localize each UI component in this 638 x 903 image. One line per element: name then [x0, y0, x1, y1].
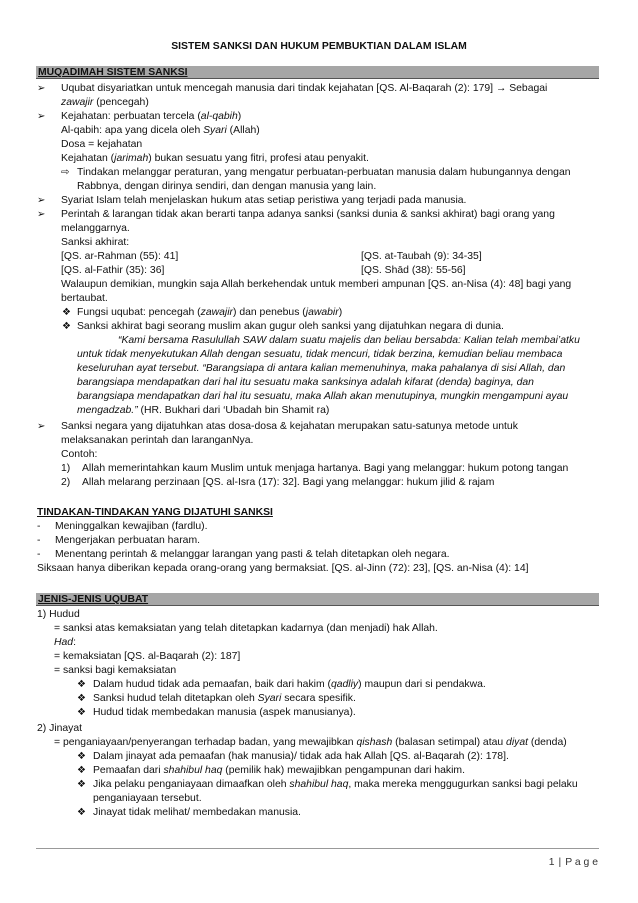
numbered-heading-jinayat: 2) Jinayat [37, 723, 83, 734]
example-number: 1) [61, 463, 71, 474]
sub-bullet-text: Jinayat tidak melihat/ membedakan manusia. [93, 807, 301, 818]
bullet-text-cont: zawajir (pencegah) [61, 97, 149, 108]
sub-bullet-text: Tindakan melanggar peraturan, yang mengatur perbuatan-perbuatan manusia dalam hubungannya dengan [77, 167, 571, 178]
arrow-bullet-icon: ➢ [37, 111, 46, 122]
right-arrow-icon: → [495, 83, 507, 94]
hadith-quote-line: barangsiapa mendapatkan dari hal itu sesuatu maka sanksinya adalah kifarat (denda) baginya, dan [77, 377, 534, 388]
footer-divider [36, 848, 599, 849]
bullet-text: Perintah & larangan tidak akan berarti tanpa adanya sanksi (sanksi dunia & sanksi akhirat) bagi orang yang [61, 209, 555, 220]
definition-line: = sanksi atas kemaksiatan yang telah ditetapkan kadarnya (dan menjadi) hak Allah. [54, 623, 438, 634]
sub-bullet-text: Fungsi uqubat: pencegah (zawajir) dan penebus (jawabir) [77, 307, 343, 318]
definition-line: Kejahatan (jarimah) bukan sesuatu yang fitri, profesi atau penyakit. [61, 153, 369, 164]
quran-reference: [QS. Shād (38): 55-56] [361, 265, 466, 276]
definition-line: Al-qabih: apa yang dicela oleh Syari (Allah) [61, 125, 260, 136]
section-heading-tindakan: TINDAKAN-TINDAKAN YANG DIJATUHI SANKSI [37, 507, 273, 518]
numbered-heading-hudud: 1) Hudud [37, 609, 80, 620]
sanksi-akhirat-label: Sanksi akhirat: [61, 237, 130, 248]
diamond-bullet-icon: ❖ [62, 307, 71, 318]
dash-bullet: - [37, 521, 41, 532]
sub-bullet-text: Sanksi hudud telah ditetapkan oleh Syari secara spesifik. [93, 693, 356, 704]
diamond-bullet-icon: ❖ [62, 321, 71, 332]
diamond-bullet-icon: ❖ [77, 751, 86, 762]
hadith-quote-line: “Kami bersama Rasulullah SAW dalam suatu majelis dan beliau bersabda: Kalian telah membai’atku [118, 335, 580, 346]
definition-line: = sanksi bagi kemaksiatan [54, 665, 177, 676]
definition-line: = penganiayaan/penyerangan terhadap badan, yang mewajibkan qishash (balasan setimpal) atau diyat (denda) [54, 737, 567, 748]
sub-bullet-text: Jika pelaku penganiayaan dimaafkan oleh shahibul haq, maka mereka menggugurkan sanksi bagi pelaku [93, 779, 578, 790]
bullet-text: Uqubat disyariatkan untuk mencegah manusia dari tindak kejahatan [QS. Al-Baqarah (2): 179] → Sebagai [61, 83, 548, 94]
dash-bullet: - [37, 535, 41, 546]
page-label: P a g e [565, 857, 598, 868]
list-item: Mengerjakan perbuatan haram. [55, 535, 200, 546]
sub-bullet-text-cont: Rabbnya, dengan dirinya sendiri, dan dengan manusia yang lain. [77, 181, 377, 192]
example-number: 2) [61, 477, 71, 488]
diamond-bullet-icon: ❖ [77, 679, 86, 690]
hadith-quote-line: keseluruhan ayat tersebut. “Barangsiapa di antara kalian memenuhinya, maka pahalanya di sisi Allah, dan [77, 363, 566, 374]
bullet-text: Syariat Islam telah menjelaskan hukum atas setiap peristiwa yang terjadi pada manusia. [61, 195, 467, 206]
bullet-text-cont: melaksanakan perintah dan laranganNya. [61, 435, 254, 446]
list-item: Menentang perintah & melanggar larangan yang pasti & telah ditetapkan oleh negara. [55, 549, 450, 560]
definition-line: = kemaksiatan [QS. al-Baqarah (2): 187] [54, 651, 241, 662]
page-footer [549, 856, 598, 869]
hadith-quote-line: mengadzab.” (HR. Bukhari dari ‘Ubadah bin Shamit ra) [77, 405, 330, 416]
page-number: 1 [548, 857, 555, 868]
bullet-text-cont: melanggarnya. [61, 223, 130, 234]
sub-bullet-text: Pemaafan dari shahibul haq (pemilik hak) mewajibkan pengampunan dari hakim. [93, 765, 465, 776]
bullet-text: Sanksi negara yang dijatuhkan atas dosa-dosa & kejahatan merupakan satu-satunya metode untuk [61, 421, 518, 432]
diamond-bullet-icon: ❖ [77, 765, 86, 776]
quran-reference: [QS. at-Taubah (9): 34-35] [361, 251, 482, 262]
list-item: Meninggalkan kewajiban (fardlu). [55, 521, 208, 532]
page-title: SISTEM SANKSI DAN HUKUM PEMBUKTIAN DALAM ISLAM [171, 41, 467, 52]
bullet-text: Walaupun demikian, mungkin saja Allah berkehendak untuk memberi ampunan [QS. an-Nisa (4): 48] bagi yang [61, 279, 572, 290]
dash-bullet: - [37, 549, 41, 560]
example-text: Allah melarang perzinaan [QS. al-Isra (17): 32]. Bagi yang melanggar: hukum jilid & rajam [82, 477, 495, 488]
section-note: Siksaan hanya diberikan kepada orang-orang yang bermaksiat. [QS. al-Jinn (72): 23], [QS. an-Nisa (4): 14] [37, 563, 529, 574]
footer-separator: | [558, 857, 562, 868]
section-heading-jenis: JENIS-JENIS UQUBAT [36, 593, 599, 606]
hadith-quote-line: untuk tidak menyekutukan Allah dengan sesuatu, tidak mencuri, tidak berzina, kemudian beliau membaca [77, 349, 563, 360]
example-text: Allah memerintahkan kaum Muslim untuk menjaga hartanya. Bagi yang melanggar: hukum potong tangan [82, 463, 569, 474]
hadith-quote-line: barangsiapa mendapatkan dari hal itu sesuatu, maka Allah akan menutupinya, mungkin mengampuni ayau [77, 391, 569, 402]
sub-bullet-text: Dalam jinayat ada pemaafan (hak manusia)/ tidak ada hak Allah [QS. al-Baqarah (2): 178]. [93, 751, 509, 762]
quran-reference: [QS. al-Fathir (35): 36] [61, 265, 165, 276]
bullet-text: Kejahatan: perbuatan tercela (al-qabih) [61, 111, 242, 122]
diamond-bullet-icon: ❖ [77, 707, 86, 718]
sub-bullet-text: Dalam hudud tidak ada pemaafan, baik dari hakim (qadliy) maupun dari si pendakwa. [93, 679, 486, 690]
hollow-arrow-icon: ⇨ [61, 167, 70, 178]
bullet-text-cont: bertaubat. [61, 293, 108, 304]
definition-line: Dosa = kejahatan [61, 139, 143, 150]
section-heading-muqadimah: MUQADIMAH SISTEM SANKSI [36, 66, 599, 79]
arrow-bullet-icon: ➢ [37, 209, 46, 220]
sub-bullet-text: Sanksi akhirat bagi seorang muslim akan gugur oleh sanksi yang dijatuhkan negara di dunia. [77, 321, 504, 332]
diamond-bullet-icon: ❖ [77, 807, 86, 818]
quran-reference: [QS. ar-Rahman (55): 41] [61, 251, 179, 262]
arrow-bullet-icon: ➢ [37, 83, 46, 94]
arrow-bullet-icon: ➢ [37, 195, 46, 206]
sub-bullet-text-cont: penganiayaan tersebut. [93, 793, 202, 804]
definition-line: Had: [54, 637, 76, 648]
diamond-bullet-icon: ❖ [77, 693, 86, 704]
arrow-bullet-icon: ➢ [37, 421, 46, 432]
diamond-bullet-icon: ❖ [77, 779, 86, 790]
sub-bullet-text: Hudud tidak membedakan manusia (aspek manusianya). [93, 707, 356, 718]
example-label: Contoh: [61, 449, 98, 460]
